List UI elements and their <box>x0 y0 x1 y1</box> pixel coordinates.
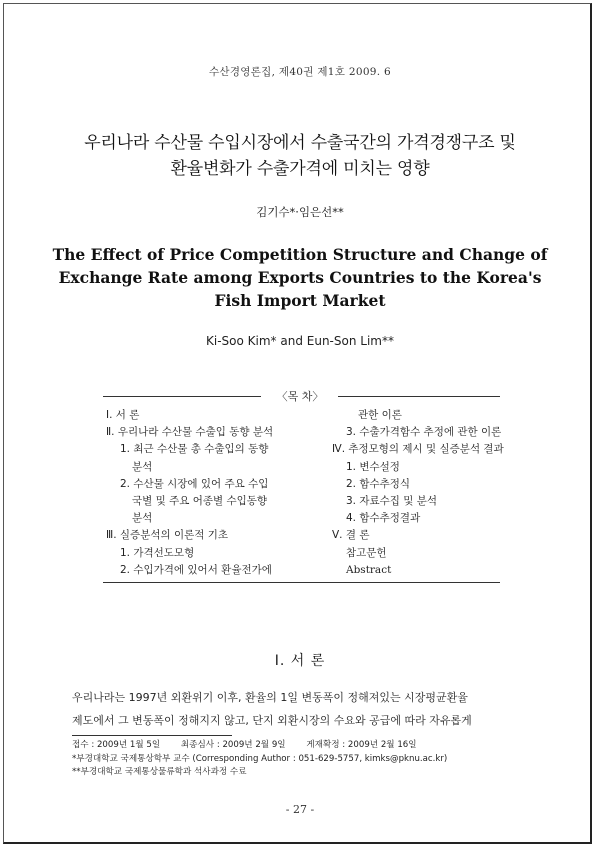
body-paragraph <box>72 686 534 732</box>
footnote-author-1: *부경대학교 국제통상학부 교수 (Corresponding Author : 051-629-5757, kimks@pknu.ac.kr) <box>72 753 448 764</box>
english-title-line-2: Exchange Rate among Exports Countries to the Korea's <box>58 268 542 287</box>
toc-item[interactable]: 국별 및 주요 어종별 수입동향 <box>132 495 268 508</box>
toc-item[interactable]: Abstract <box>346 563 392 576</box>
toc-rule-bottom <box>103 582 500 583</box>
received-date: 접수 : 2009년 1월 5일 <box>72 740 161 750</box>
toc-item[interactable]: Ⅲ. 실증분석의 이론적 기초 <box>106 529 229 542</box>
toc-heading <box>0 388 600 404</box>
toc-item[interactable]: 분석 <box>132 460 153 473</box>
toc-item[interactable]: 2. 수산물 시장에 있어 주요 수입 <box>120 477 269 490</box>
footnote-rule <box>72 735 232 736</box>
toc-item[interactable]: 1. 변수설정 <box>346 460 400 473</box>
body-line: 제도에서 그 변동폭이 정해지지 않고, 단지 외환시장의 수요와 공급에 따라 자유롭게 <box>72 714 472 727</box>
korean-title-line-1: 우리나라 수산물 수입시장에서 수출국간의 가격경쟁구조 및 <box>84 133 516 153</box>
toc-item[interactable]: 2. 수입가격에 있어서 환율전가에 <box>120 563 272 576</box>
english-title-line-1: The Effect of Price Competition Structure and Change of <box>52 245 548 264</box>
footnotes <box>72 739 542 780</box>
toc-item[interactable]: Ⅴ. 결 론 <box>332 529 370 542</box>
toc-right-column <box>332 407 512 579</box>
page-number: - 27 - <box>285 803 315 816</box>
toc-item[interactable]: 분석 <box>132 512 153 525</box>
toc-item[interactable]: Ⅱ. 우리나라 수산물 수출입 동향 분석 <box>106 426 274 439</box>
review-date: 최종심사 : 2009년 2월 9일 <box>180 740 286 750</box>
korean-authors: 김기수*·임은선** <box>256 205 344 219</box>
toc-item[interactable]: 1. 최근 수산물 총 수출입의 동향 <box>120 443 269 456</box>
korean-title <box>0 130 600 182</box>
toc-heading-label: 〈목 차〉 <box>271 390 330 403</box>
toc-item[interactable]: 2. 함수추정식 <box>346 477 411 490</box>
running-header: 수산경영론집, 제40권 제1호 2009. 6 <box>208 66 392 78</box>
english-title <box>0 243 600 312</box>
section-title: Ⅰ. 서 론 <box>274 653 326 669</box>
footnote-author-2: **부경대학교 국제통상물류학과 석사과정 수료 <box>72 767 247 777</box>
footnote-dates <box>72 739 542 753</box>
korean-title-line-2: 환율변화가 수출가격에 미치는 영향 <box>170 159 430 179</box>
toc-item[interactable]: 4. 함수추정결과 <box>346 512 421 525</box>
toc-item[interactable]: Ⅰ. 서 론 <box>106 409 140 421</box>
toc-left-column <box>106 407 306 579</box>
toc-item[interactable]: 3. 수출가격함수 추정에 관한 이론 <box>346 426 502 439</box>
body-line: 우리나라는 1997년 외환위기 이후, 환율의 1일 변동폭이 정해져있는 시장평균환율 <box>72 691 468 704</box>
toc-item[interactable]: 1. 가격선도모형 <box>120 546 195 559</box>
toc-item[interactable]: 관한 이론 <box>358 409 402 421</box>
toc-item[interactable]: 3. 자료수집 및 분석 <box>346 495 438 508</box>
english-authors: Ki-Soo Kim* and Eun-Son Lim** <box>206 334 394 348</box>
toc-item[interactable]: 참고문헌 <box>346 546 387 559</box>
accepted-date: 게재확정 : 2009년 2월 16일 <box>306 740 417 750</box>
toc-item[interactable]: Ⅳ. 추정모형의 제시 및 실증분석 결과 <box>332 443 504 456</box>
english-title-line-3: Fish Import Market <box>214 291 386 310</box>
